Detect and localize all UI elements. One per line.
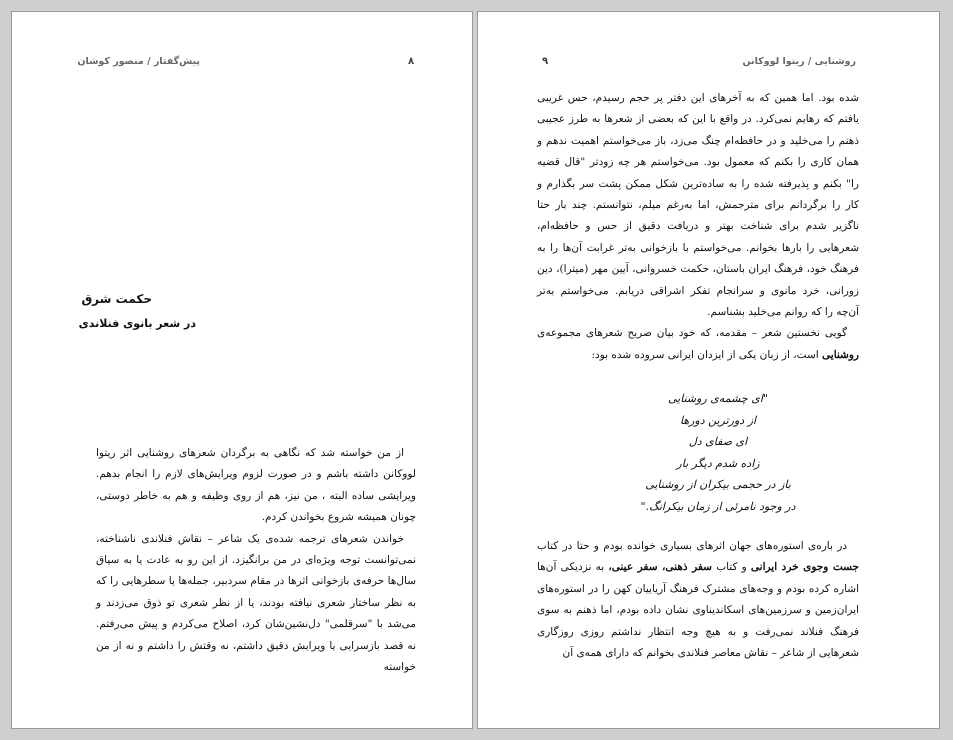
body-paragraph: خواندن شعرهای ترجمه شده‌ی یک شاعر – نقاش فنلاندی ناشناخته، نمی‌توانست توجه ویژه‌ای در من برانگیزد. از این رو به عادت یا به سیاق سال‌ها حرفه‌ی بازخوانی اثرها در مقام سردبیر، جمله‌ها یا سطرهایی را که به نظر ساختار شعری نیافته بودند، یا از نظر شعری تو ذوق می‌زدند و می‌شد با "سرقلمی" دل‌نشین‌شان کرد، اصلاح می‌کردم و پیش می‌رفتم. نه قصد بازسرایی یا ویرایش دقیق داشتم، نه وقتش را داشتم و نه از من خواسته — [96, 532, 416, 674]
book-title-bold: سفر ذهنی، سفر عینی، — [608, 561, 712, 574]
body-paragraph: از من خواسته شد که نگاهی به برگردان شعرهای روشنایی اثر ریتوا لووکانن داشته باشم و در صورت لزوم ویرایش‌های لازم را انجام بدهم. ویرایشی ساده البته ، من نیز، هم از روی وظیفه و هم به خاطر دوستی، چونان همیشه شروع بخواندن کردم. — [96, 447, 416, 524]
right-page-header: روشنایی / ریتوا لووکانن — [742, 56, 856, 67]
chapter-subtitle: در شعر بانوی فنلاندی — [78, 317, 196, 330]
body-paragraph — [537, 323, 859, 366]
right-page-body-bottom — [537, 536, 859, 664]
chapter-title: حکمت شرق — [81, 292, 152, 306]
poem-line: از دورترین دورها — [679, 413, 757, 427]
poem-line: باز در حجمی بیکران از روشنایی — [645, 478, 791, 492]
paragraph-text: در باره‌ی استوره‌های جهان اثرهای بسیاری خوانده بودم و حتا در کتاب — [537, 540, 847, 552]
right-page-number: ۹ — [542, 56, 549, 67]
paragraph-text: و کتاب — [716, 561, 747, 574]
right-page — [477, 11, 940, 729]
body-paragraph: شده بود. اما همین که به آخرهای این دفتر پر حجم رسیدم، حس غریبی یافتم که رهایم نمی‌کرد. در واقع با این که بعضی از شعرها به طرز عجیبی ذهنم را می‌خلید و در حافظه‌ام چنگ می‌زد، باز می‌خواستم اهمیت ندهم و همان کاری را بکنم که معمول بود. می‌خواستم هر چه زودتر "قال قضیه را" بکنم و پذیرفته شده را به ساده‌ترین شکل ممکن پشت سر بگذارم و کار را برگردانم برای مترجمش، اما به‌رغم میلم، نتوانستم. چند بار حتا ناگزیر شدم برای شناخت بهتر و دریافت دقیق از حس و حافظه‌ام، شعرهایی را بارها بخوانم. می‌خواستم با بازخوانی به‌تر غرابت آن‌ها را به فرهنگ خود، فرهنگ ایران باستان، حکمت خسروانی، آیین مهر (میترا)، دین زورانی، خرد مانوی و سرانجام تفکر اشراقی دریابم. می‌خواستم به‌تر آن‌چه را که روانم می‌خلید بشناسم. — [537, 92, 859, 319]
poem-line: در وجود نامرئی از زمان بیکرانگ." — [640, 499, 796, 513]
right-page-body-top — [537, 88, 859, 366]
body-paragraph — [537, 536, 859, 664]
paragraph-text: به نزدیکی آن‌ها اشاره کرده بودم و وجه‌های مشترک فرهنگ آریاییان کهن را در استوره‌های ایران‌زمین و سرزمین‌های اسکاندیناوی نشان داده بودم، اما ذهنم به سوی فرهنگ فنلاند نمی‌رفت و به هیچ وجه انتظار نداشتم روزی روزگاری شعرهایی از شاعر – نقاش معاصر فنلاندی بخوانم که دارای همه‌ی آن — [537, 561, 859, 660]
poem-block — [583, 388, 853, 518]
left-page-body — [96, 443, 416, 678]
left-page — [11, 11, 473, 729]
poem-line: "ای چشمه‌ی روشنایی — [668, 392, 768, 405]
book-title-bold: جست وجوی خرد ایرانی — [750, 561, 859, 574]
book-title-bold: روشنایی — [822, 348, 859, 361]
left-page-number: ۸ — [408, 56, 415, 67]
poem-line: ای صفای دل — [688, 435, 748, 449]
poem-line: زاده شدم دیگر بار — [676, 456, 760, 470]
paragraph-text: است، از زبان یکی از ایزدان ایرانی سروده شده بود: — [591, 348, 819, 361]
left-page-header: پیش‌گفتار / منصور کوشان — [77, 56, 200, 67]
paragraph-text: گویی نخستین شعر – مقدمه، که خود بیان صریح شعرهای مجموعه‌ی — [537, 327, 847, 340]
